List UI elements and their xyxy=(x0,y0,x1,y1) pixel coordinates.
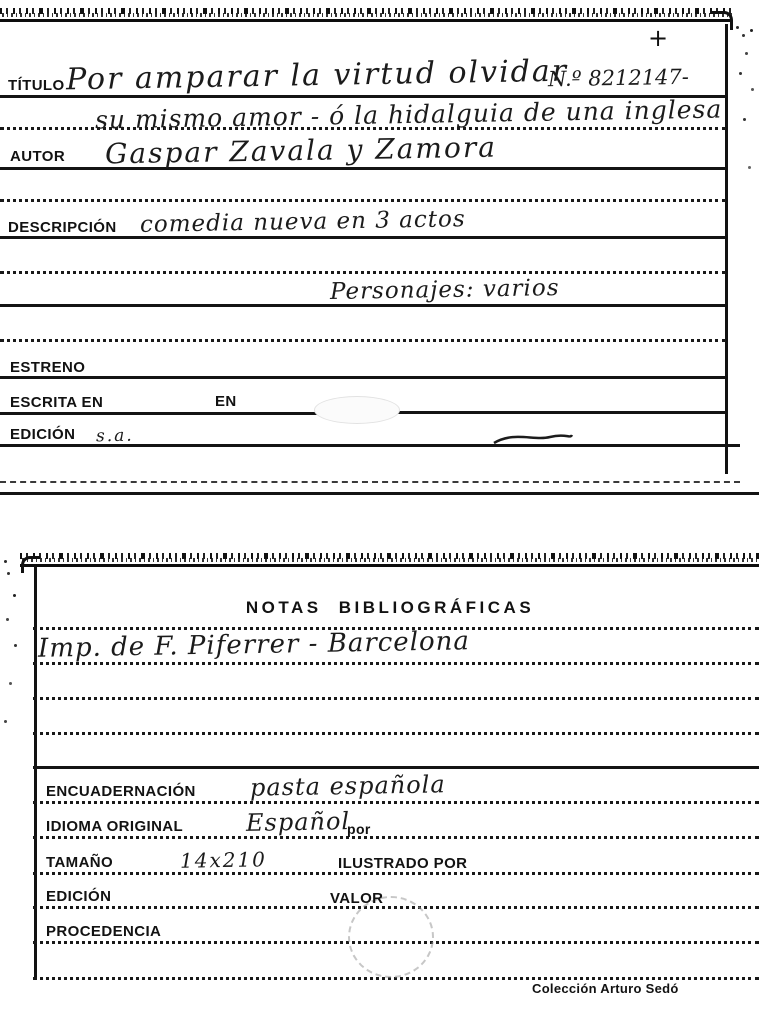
handwritten-idioma: Español xyxy=(245,807,351,837)
handwritten-author: Gaspar Zavala y Zamora xyxy=(104,130,498,171)
field-label-encuadernacion: ENCUADERNACIÓN xyxy=(46,783,196,800)
field-label-en: EN xyxy=(215,393,237,410)
ruled-line xyxy=(33,872,759,875)
ruled-line xyxy=(0,481,740,483)
scan-noise xyxy=(736,26,739,29)
ruled-line xyxy=(33,732,759,735)
handwritten-title-line2: su mismo amor - ó la hidalguia de una inglesa xyxy=(94,94,723,135)
field-label-idioma: IDIOMA ORIGINAL xyxy=(46,818,184,835)
ruled-line xyxy=(0,304,726,307)
handwritten-personajes: Personajes: varios xyxy=(329,274,560,306)
field-label-estreno: ESTRENO xyxy=(10,359,86,376)
ruled-line xyxy=(0,236,726,239)
field-label-valor: VALOR xyxy=(330,890,384,907)
card-separator-line xyxy=(0,492,759,495)
handwritten-number: N.º 8212147- xyxy=(547,64,690,92)
field-label-ilustrado-por: ILUSTRADO POR xyxy=(338,855,468,872)
field-label-descripcion: DESCRIPCIÓN xyxy=(8,219,117,236)
field-label-edicion: EDICIÓN xyxy=(10,426,76,443)
plus-mark: + xyxy=(648,24,669,52)
handwritten-tamano: 14x210 xyxy=(179,847,268,873)
field-label-escrita-en: ESCRITA EN xyxy=(10,394,104,411)
field-label-por: por xyxy=(347,821,371,837)
ruled-line xyxy=(0,412,320,415)
torn-top-edge xyxy=(0,8,732,22)
ruled-line xyxy=(0,339,726,342)
field-label-titulo: TÍTULO xyxy=(8,77,65,94)
footer-collection: Colección Arturo Sedó xyxy=(532,981,679,996)
handwritten-title-line1: Por amparar la virtud olvidar xyxy=(65,53,569,98)
notas-bibliograficas-heading: NOTAS BIBLIOGRÁFICAS xyxy=(245,598,535,617)
handwritten-notas: Imp. de F. Piferrer - Barcelona xyxy=(37,626,471,664)
field-label-edicion: EDICIÓN xyxy=(46,888,112,905)
scan-noise xyxy=(4,560,7,563)
stamp-circle xyxy=(348,896,434,978)
field-label-tamano: TAMAÑO xyxy=(46,854,114,871)
ruled-line xyxy=(0,376,726,379)
field-label-autor: AUTOR xyxy=(10,148,66,165)
handwritten-description: comedia nueva en 3 actos xyxy=(139,206,466,238)
smudge-mark xyxy=(314,396,400,424)
handwritten-encuadernacion: pasta española xyxy=(249,770,446,802)
ruled-line xyxy=(0,199,726,202)
field-label-procedencia: PROCEDENCIA xyxy=(46,923,162,940)
ruled-line xyxy=(33,697,759,700)
card-right-border xyxy=(725,24,728,474)
handwritten-edicion: s.a. xyxy=(95,425,134,447)
torn-top-edge xyxy=(20,553,759,567)
ruled-line xyxy=(0,271,726,274)
ruled-line xyxy=(33,662,759,665)
ruled-line xyxy=(33,766,759,769)
ruled-line xyxy=(392,411,726,414)
ruled-line xyxy=(33,801,759,804)
card-corner xyxy=(21,556,40,573)
ruled-line xyxy=(33,836,759,839)
pen-mark xyxy=(492,426,574,448)
card-corner xyxy=(712,11,733,30)
